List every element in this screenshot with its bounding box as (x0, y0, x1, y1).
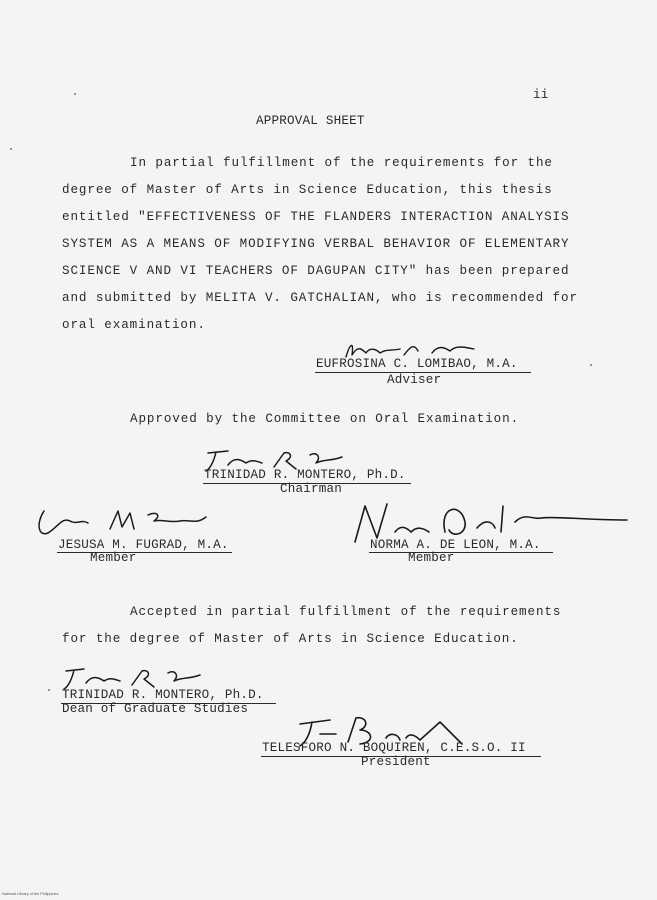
member-left-name: JESUSA M. FUGRAD, M.A. (58, 538, 229, 552)
president-name: TELESFORO N. BOQUIREN, C.E.S.O. II (262, 741, 526, 755)
adviser-role: Adviser (387, 373, 442, 387)
acceptance-line: for the degree of Master of Arts in Science Education. (62, 632, 519, 646)
scan-speck (10, 148, 12, 150)
member-left-role: Member (90, 551, 137, 565)
committee-statement: Approved by the Committee on Oral Examination. (130, 412, 520, 426)
member-left-signature (30, 503, 230, 543)
member-right-role: Member (408, 551, 455, 565)
paragraph-line: and submitted by MELITA V. GATCHALIAN, who is recommended for (62, 291, 578, 305)
document-title: APPROVAL SHEET (256, 114, 365, 128)
paragraph-line: SYSTEM AS A MEANS OF MODIFYING VERBAL BEHAVIOR OF ELEMENTARY (62, 237, 570, 251)
paragraph-line: In partial fulfillment of the requirements for the (130, 156, 553, 170)
president-role: President (361, 755, 431, 769)
dean-name: TRINIDAD R. MONTERO, Ph.D. (62, 688, 264, 702)
chairman-role: Chairman (280, 482, 343, 496)
scan-speck (74, 93, 76, 95)
scan-speck (590, 364, 592, 366)
scan-speck (48, 689, 50, 691)
adviser-name: EUFROSINA C. LOMIBAO, M.A. (316, 357, 518, 371)
member-right-name: NORMA A. DE LEON, M.A. (370, 538, 541, 552)
paragraph-line: SCIENCE V AND VI TEACHERS OF DAGUPAN CITY" has been prepared (62, 264, 570, 278)
paragraph-line: oral examination. (62, 318, 206, 332)
page-number: ii (533, 88, 549, 102)
paragraph-line: entitled "EFFECTIVENESS OF THE FLANDERS INTERACTION ANALYSIS (62, 210, 570, 224)
acceptance-line: Accepted in partial fulfillment of the requirements (130, 605, 562, 619)
chairman-name: TRINIDAD R. MONTERO, Ph.D. (204, 468, 406, 482)
archive-footer-text: National Library of the Philippines (2, 892, 59, 896)
paragraph-line: degree of Master of Arts in Science Education, this thesis (62, 183, 553, 197)
member-right-signature-line (369, 552, 553, 553)
member-left-signature-line (57, 552, 232, 553)
dean-role: Dean of Graduate Studies (62, 702, 249, 716)
